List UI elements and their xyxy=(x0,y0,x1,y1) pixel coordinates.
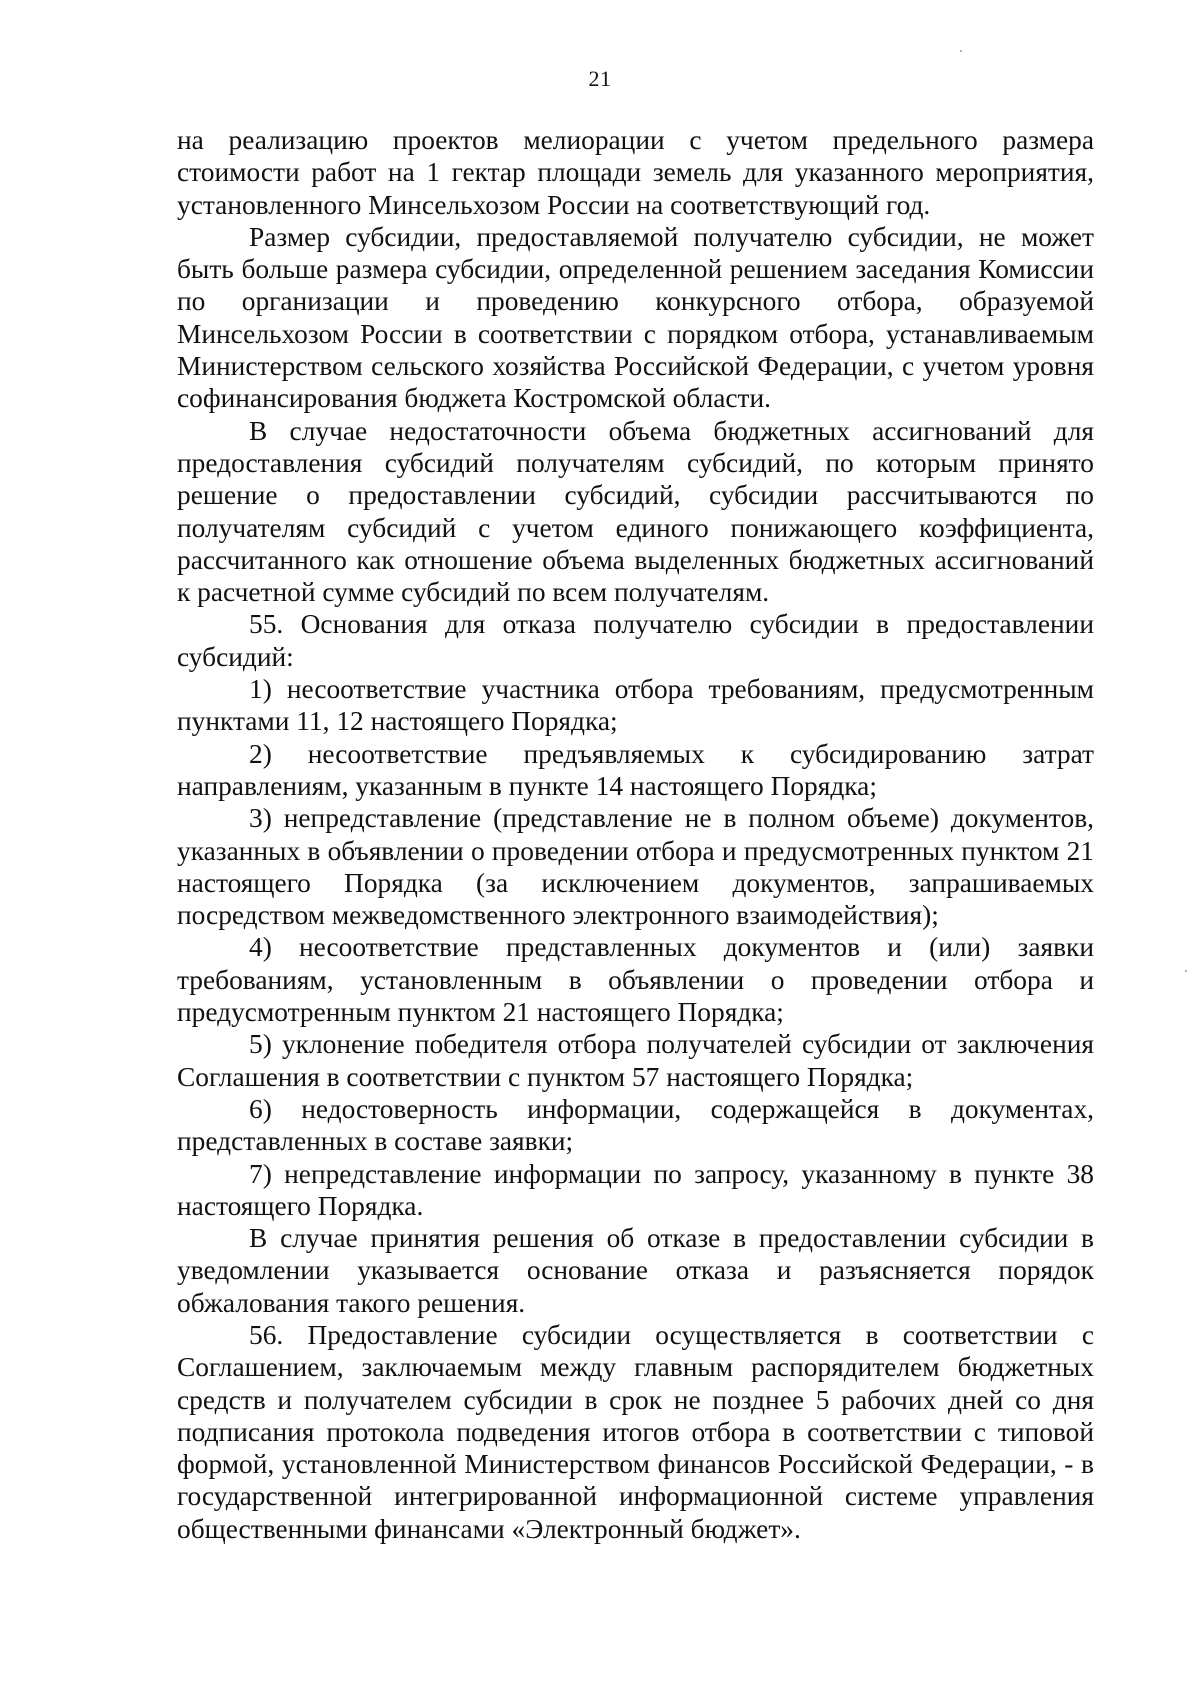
paragraph-refusal-notice: В случае принятия решения об отказе в предоставлении субсидии в уведомлении указывается основание отказа и разъясняется порядок обжалования такого решения. xyxy=(177,1223,1094,1318)
paragraph-continuation: на реализацию проектов мелиорации с учетом предельного размера стоимости работ на 1 гектар площади земель для указанного мероприятия, установленного Минсельхозом России на соответствующий год. xyxy=(177,125,1094,220)
list-item-55-3: 3) непредставление (представление не в полном объеме) документов, указанных в объявлении о проведении отбора и предусмотренных пунктом 21 настоящего Порядка (за исключением документов, запрашиваемых посредством межведомственного электронного взаимодействия); xyxy=(177,803,1094,931)
paragraph-subsidy-size: Размер субсидии, предоставляемой получателю субсидии, не может быть больше размера субсидии, определенной решением заседания Комиссии по организации и проведению конкурсного отбора, образуемой Минсельхозом России в соответствии с порядком отбора, устанавливаемым Министерством сельского хозяйства Российской Федерации, с учетом уровня софинансирования бюджета Костромской области. xyxy=(177,221,1094,414)
list-item-55-1: 1) несоответствие участника отбора требованиям, предусмотренным пунктами 11, 12 настоящего Порядка; xyxy=(177,674,1094,737)
paragraph-55-heading: 55. Основания для отказа получателю субсидии в предоставлении субсидий: xyxy=(177,609,1094,672)
list-item-55-5: 5) уклонение победителя отбора получателей субсидии от заключения Соглашения в соответствии с пунктом 57 настоящего Порядка; xyxy=(177,1029,1094,1092)
page-number: 21 xyxy=(588,66,612,91)
list-item-55-2: 2) несоответствие предъявляемых к субсидированию затрат направлениям, указанным в пункте 14 настоящего Порядка; xyxy=(177,738,1094,801)
document-body xyxy=(177,124,1094,1545)
paragraph-insufficient-funds: В случае недостаточности объема бюджетных ассигнований для предоставления субсидий получателям субсидий, по которым принято решение о предоставлении субсидий, субсидии рассчитываются по получателям субсидий с учетом единого понижающего коэффициента, рассчитанного как отношение объема выделенных бюджетных ассигнований к расчетной сумме субсидий по всем получателям. xyxy=(177,415,1094,608)
scan-speck xyxy=(960,50,962,52)
scan-speck xyxy=(1185,970,1187,972)
paragraph-56: 56. Предоставление субсидии осуществляется в соответствии с Соглашением, заключаемым между главным распорядителем бюджетных средств и получателем субсидии в срок не позднее 5 рабочих дней со дня подписания протокола подведения итогов отбора в соответствии с типовой формой, установленной Министерством финансов Российской Федерации, - в государственной интегрированной информационной системе управления общественными финансами «Электронный бюджет». xyxy=(177,1319,1094,1544)
list-item-55-4: 4) несоответствие представленных документов и (или) заявки требованиям, установленным в объявлении о проведении отбора и предусмотренным пунктом 21 настоящего Порядка; xyxy=(177,932,1094,1028)
list-item-55-6: 6) недостоверность информации, содержащейся в документах, представленных в составе заявки; xyxy=(177,1093,1094,1157)
list-item-55-7: 7) непредставление информации по запросу, указанному в пункте 38 настоящего Порядка. xyxy=(177,1158,1094,1221)
